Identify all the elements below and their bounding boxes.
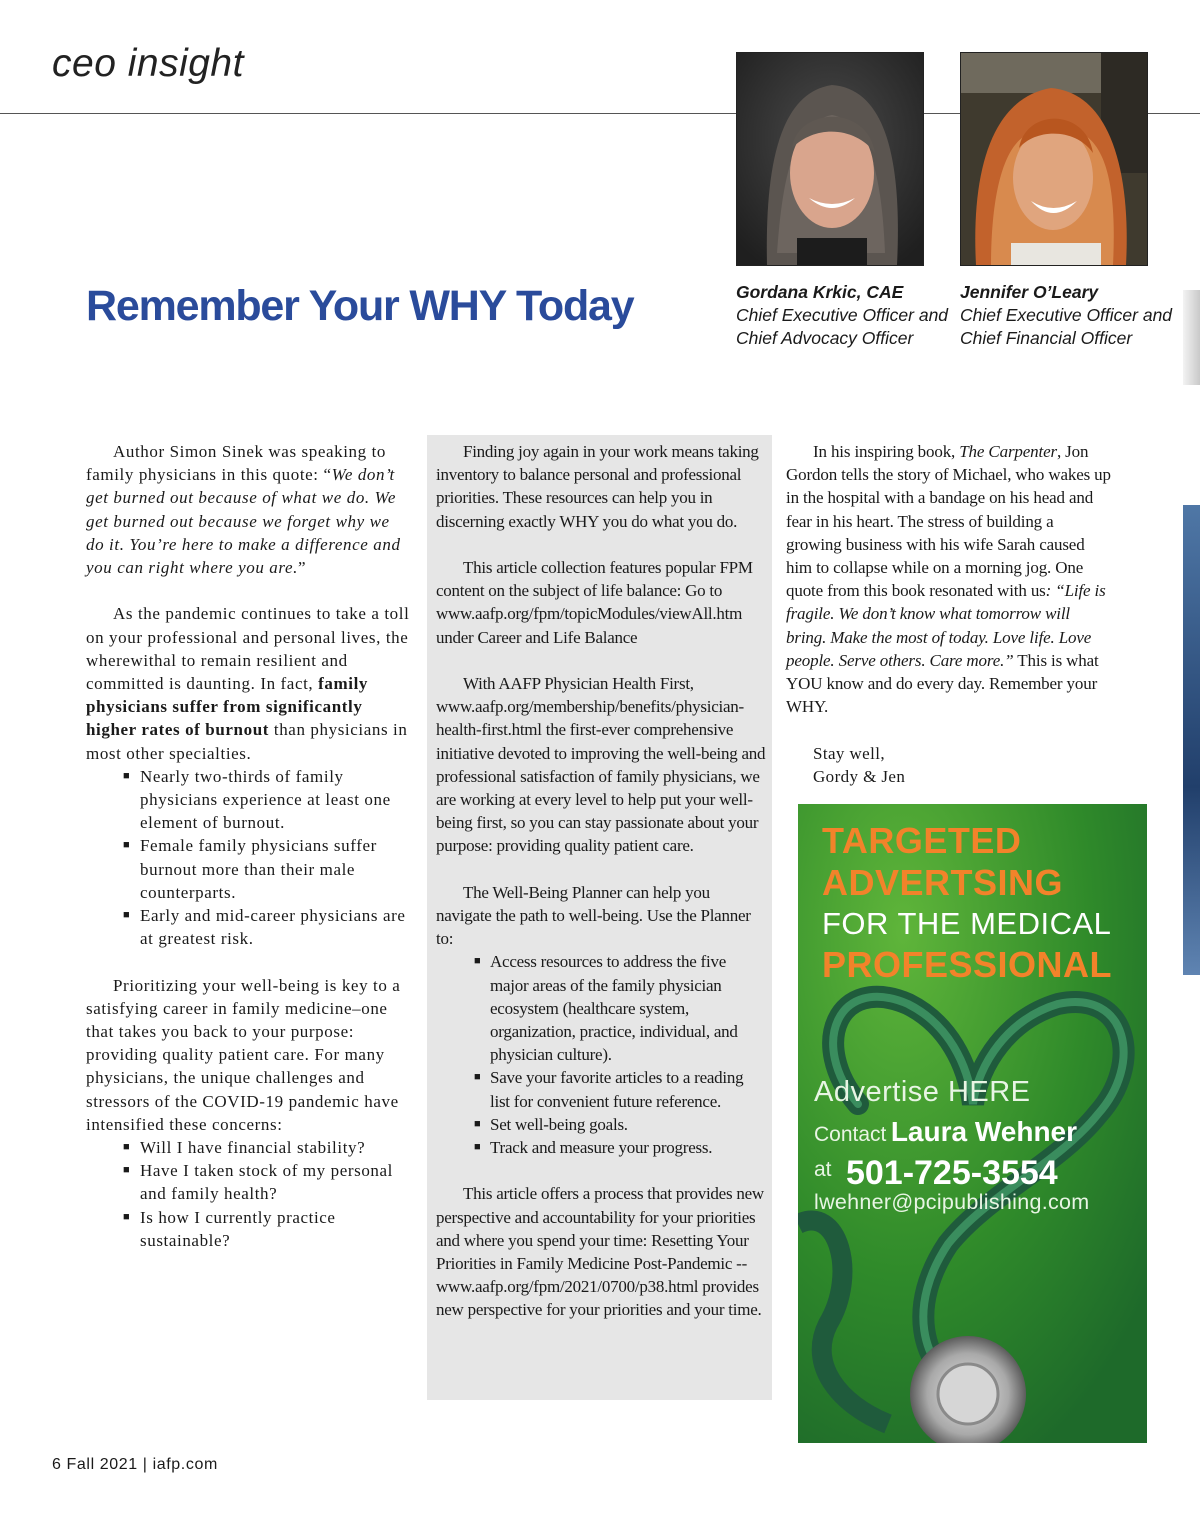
ad-phone-number[interactable]: 501-725-3554 [845, 1154, 1058, 1192]
list-item: ■ Save your favorite articles to a reading list for convenient future reference. [474, 1068, 744, 1111]
list-item: ■ Will I have financial stability? [86, 1136, 412, 1159]
bullet-icon: ■ [123, 1141, 131, 1154]
bullet-icon: ■ [474, 1071, 481, 1084]
article-column-1 [86, 440, 412, 1275]
ad-headline-line: ADVERTSING [822, 862, 1064, 903]
author-photo-jennifer [960, 52, 1148, 266]
book-title: The Carpenter [959, 442, 1057, 461]
book-quote: : “Life is fragile. We don’t know what tomorrow will bring. Make the most of today. Love life. Love people. Serve others. Care more.” [786, 581, 1106, 670]
article-headline: Remember Your WHY Today [86, 282, 634, 330]
list-item: ■ Have I taken stock of my personal and family health? [123, 1161, 394, 1204]
ad-contact-name: Laura Wehner [890, 1116, 1078, 1147]
signoff-names: Gordy & Jen [813, 766, 906, 786]
paragraph: Author Simon Sinek was speaking to family physicians in this quote: “We don’t get burned out because of what we do. We get burned out because we forget why we do it. You’re here to make a difference and you can right where you are.” [86, 442, 401, 578]
author-caption-gordana [736, 281, 951, 350]
ad-call-to-action: Advertise HERE [814, 1076, 1031, 1108]
paragraph: This article offers a process that provides new perspective and accountability for your priorities and where you spend your time: Resetting Your Priorities in Family Medicine Post-Pandemic -- www.aafp.org/fpm/2021/0700/p38.html provides new perspective for your priorities and your time. [436, 1184, 764, 1320]
signoff-line: Stay well, [813, 743, 885, 763]
bullet-icon: ■ [123, 1210, 131, 1223]
list-item: ■ Nearly two-thirds of family physicians experience at least one element of burnout. [123, 766, 391, 833]
bullet-icon: ■ [474, 1117, 481, 1130]
bullet-icon: ■ [474, 1141, 481, 1154]
paragraph: This article collection features popular FPM content on the subject of life balance: Go to www.aafp.org/fpm/topicModules/viewAll.htm under Career and Life Balance [436, 558, 753, 647]
author-name: Gordana Krkic, CAE [736, 282, 904, 302]
ad-headline-line: FOR THE MEDICAL [822, 906, 1112, 941]
list-item: ■ Is how I currently practice sustainable? [123, 1207, 336, 1250]
article-column-3 [786, 440, 1112, 788]
bullet-icon: ■ [123, 1164, 131, 1177]
bullet-icon: ■ [123, 839, 131, 852]
paragraph: With AAFP Physician Health First, www.aafp.org/membership/benefits/physician-health-first.html the first-ever comprehensive initiative devoted to improving the well-being and professional satisfaction of family physicians, we are working at every level to help put your well-being first, so you can stay passionate about your purpose: providing quality patient care. [436, 674, 766, 856]
ad-headline [822, 820, 1112, 986]
list-item: ■ Early and mid-career physicians are at greatest risk. [123, 906, 406, 949]
page-edge-image [1183, 505, 1200, 975]
bullet-icon: ■ [474, 955, 481, 968]
burnout-emphasis: family physicians suffer from significantly higher rates of burnout [86, 674, 368, 740]
page-footer: 6 Fall 2021 | iafp.com [52, 1456, 218, 1473]
paragraph: Prioritizing your well-being is key to a satisfying career in family medicine–one that takes you back to your purpose: providing quality patient care. For many physicians, the unique challenges and stressors of the COVID-19 pandemic have intensified these concerns: [86, 975, 401, 1134]
sinek-quote: We don’t get burned out because of what we do. We get burned out because we forget why we do it. You’re here to make a difference and you can right where you are. [86, 465, 401, 578]
concerns-list [86, 1136, 412, 1252]
page-edge-image [1183, 290, 1200, 385]
ad-headline-line: TARGETED [822, 820, 1022, 861]
planner-list [436, 950, 766, 1159]
article-column-2 [436, 440, 766, 1322]
list-item: ■ Track and measure your progress. [436, 1136, 766, 1159]
advertisement[interactable] [798, 804, 1147, 1443]
ad-email-link[interactable]: lwehner@pcipublishing.com [814, 1190, 1090, 1214]
section-label: ceo insight [52, 42, 244, 85]
list-item: ■ Female family physicians suffer burnout more than their male counterparts. [123, 836, 377, 902]
author-caption-jennifer [960, 281, 1175, 350]
ad-phone[interactable] [814, 1154, 1058, 1193]
paragraph: As the pandemic continues to take a toll on your professional and personal lives, the wherewithal to remain resilient and committed is daunting. In fact, family physicians suffer from significantly higher rates of burnout than physicians in most other specialties. [86, 604, 410, 763]
paragraph: In his inspiring book, The Carpenter, Jon Gordon tells the story of Michael, who wakes up in the hospital with a bandage on his head and fear in his heart. The stress of building a growing business with his wife Sarah caused him to collapse while on a morning jog. One quote from this book resonated with us: “Life is fragile. We don’t know what tomorrow will bring. Make the most of today. Love life. Love people. Serve others. Care more.” This is what YOU know and do every day. Remember your WHY. [786, 442, 1111, 717]
bullet-icon: ■ [123, 909, 131, 922]
ad-contact [814, 1116, 1077, 1148]
list-item: ■ Set well-being goals. [436, 1113, 766, 1136]
paragraph: Finding joy again in your work means taking inventory to balance personal and professional priorities. These resources can help you in discerning exactly WHY you do what you do. [436, 442, 759, 531]
author-role: Chief Executive Officer and Chief Advocacy Officer [736, 305, 949, 348]
ad-headline-line: PROFESSIONAL [822, 944, 1113, 985]
ad-contact-label: Contact [814, 1123, 887, 1146]
author-role: Chief Executive Officer and Chief Financial Officer [960, 305, 1173, 348]
burnout-list [86, 765, 412, 951]
bullet-icon: ■ [123, 769, 131, 782]
ad-at-label: at [814, 1158, 832, 1181]
list-item: ■ Access resources to address the five major areas of the family physician ecosystem (healthcare system, organization, practice, individual, and physician culture). [474, 952, 738, 1065]
paragraph: The Well-Being Planner can help you navigate the path to well-being. Use the Planner to: [436, 882, 751, 949]
author-photo-gordana [736, 52, 924, 266]
author-name: Jennifer O’Leary [960, 282, 1099, 302]
